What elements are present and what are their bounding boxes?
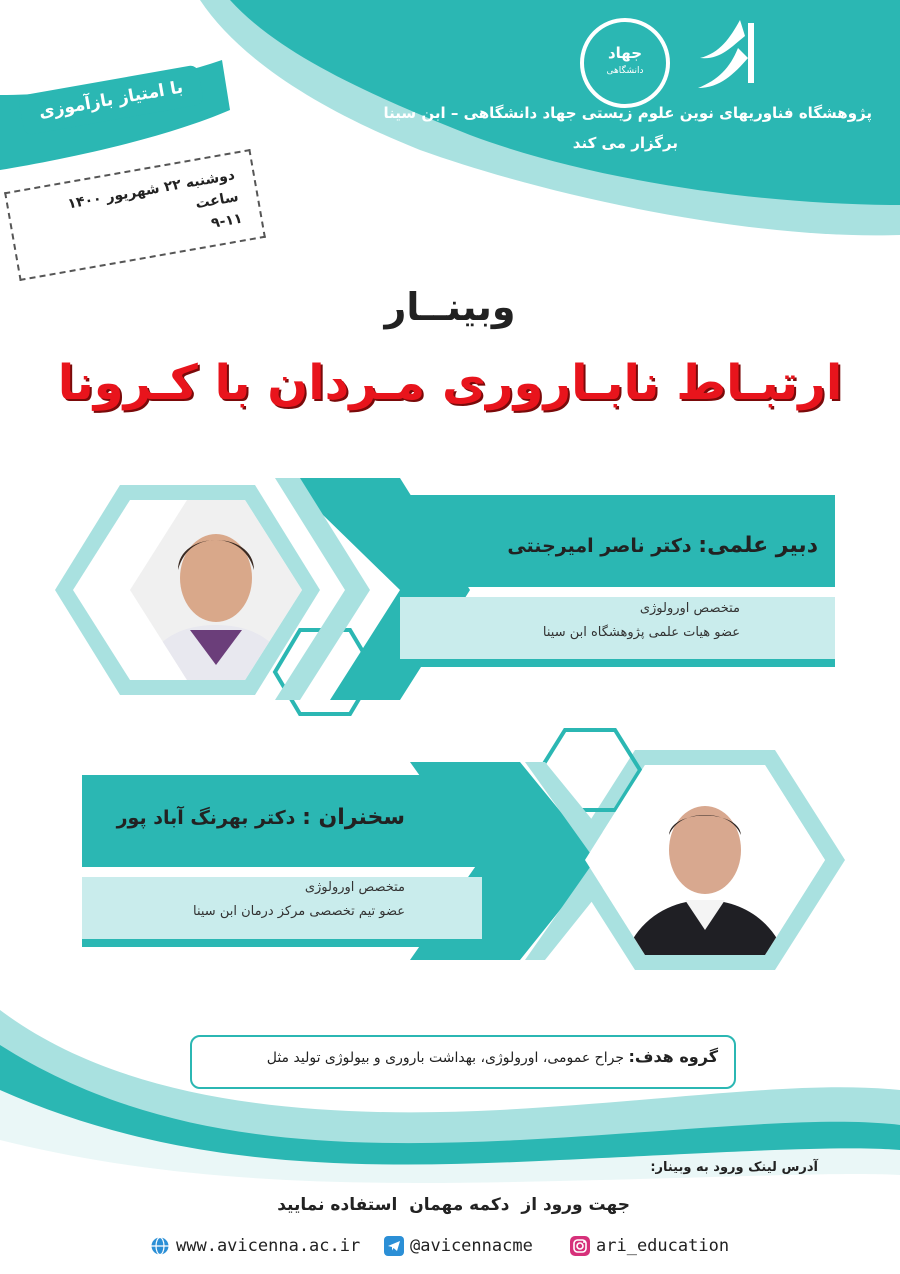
instruction-pre: جهت ورود از	[521, 1195, 630, 1215]
website-link[interactable]	[150, 1236, 360, 1256]
secretary-heading	[507, 533, 818, 558]
telegram-text: @avicennacme	[410, 1236, 533, 1256]
speaker-photo	[585, 765, 825, 955]
date-line: دوشنبه ۲۲ شهریور ۱۴۰۰	[66, 167, 236, 213]
guest-button-highlight: دکمه مهمان	[403, 1195, 515, 1215]
secretary-underline	[380, 659, 835, 667]
website-text: www.avicenna.ac.ir	[176, 1236, 361, 1256]
target-group-label: گروه هدف:	[628, 1047, 718, 1066]
logo-emblem-icon	[580, 18, 670, 108]
jahad-mark-icon	[690, 18, 760, 98]
telegram-link[interactable]	[384, 1236, 533, 1256]
time-label: ساعت	[194, 188, 240, 213]
globe-icon	[150, 1236, 170, 1256]
speaker-heading	[117, 805, 405, 830]
speaker-name: دکتر بهرنگ آباد پور	[116, 807, 296, 829]
secretary-desc-1: متخصص اورولوژی	[639, 601, 740, 616]
cme-badge: با امتیاز بازآموزی	[18, 65, 204, 136]
time-range: ۹-۱۱	[209, 210, 244, 232]
secretary-role: دبیر علمی:	[698, 533, 818, 558]
secretary-photo	[130, 500, 302, 680]
secretary-desc	[543, 597, 740, 645]
link-label: آدرس لینک ورود به وبینار:	[650, 1160, 818, 1175]
webinar-title: ارتبـاط نابـاروری مـردان با کـرونا	[57, 355, 843, 411]
telegram-icon	[384, 1236, 404, 1256]
speaker-desc	[193, 876, 405, 924]
webinar-label: وبینــار	[384, 285, 516, 329]
instruction-post: استفاده نمایید	[277, 1195, 398, 1215]
target-group-box	[190, 1035, 736, 1089]
speaker-role: سخنران :	[302, 805, 405, 830]
instagram-icon	[570, 1236, 590, 1256]
speaker-underline	[82, 939, 502, 947]
instagram-text: ari_education	[596, 1236, 730, 1256]
target-group-text: جراح عمومی، اورولوژی، بهداشت باروری و بیولوژی تولید مثل	[266, 1050, 624, 1066]
logo-subtext: دانشگاهی	[606, 66, 644, 76]
secretary-desc-2: عضو هیات علمی پژوهشگاه ابن سینا	[542, 625, 740, 640]
institute-name: پژوهشگاه فناوریهای نوین علوم زیستی جهاد دانشگاهی – ابن سینا	[383, 104, 872, 122]
organizer-text: برگزار می کند	[572, 134, 678, 152]
logo-text: جهاد	[607, 44, 643, 62]
secretary-name: دکتر ناصر امیرجنتی	[507, 535, 692, 557]
instagram-link[interactable]	[570, 1236, 729, 1256]
speaker-desc-1: متخصص اورولوژی	[304, 880, 405, 895]
speaker-desc-2: عضو تیم تخصصی مرکز درمان ابن سینا	[193, 904, 405, 919]
login-instruction	[277, 1195, 630, 1215]
